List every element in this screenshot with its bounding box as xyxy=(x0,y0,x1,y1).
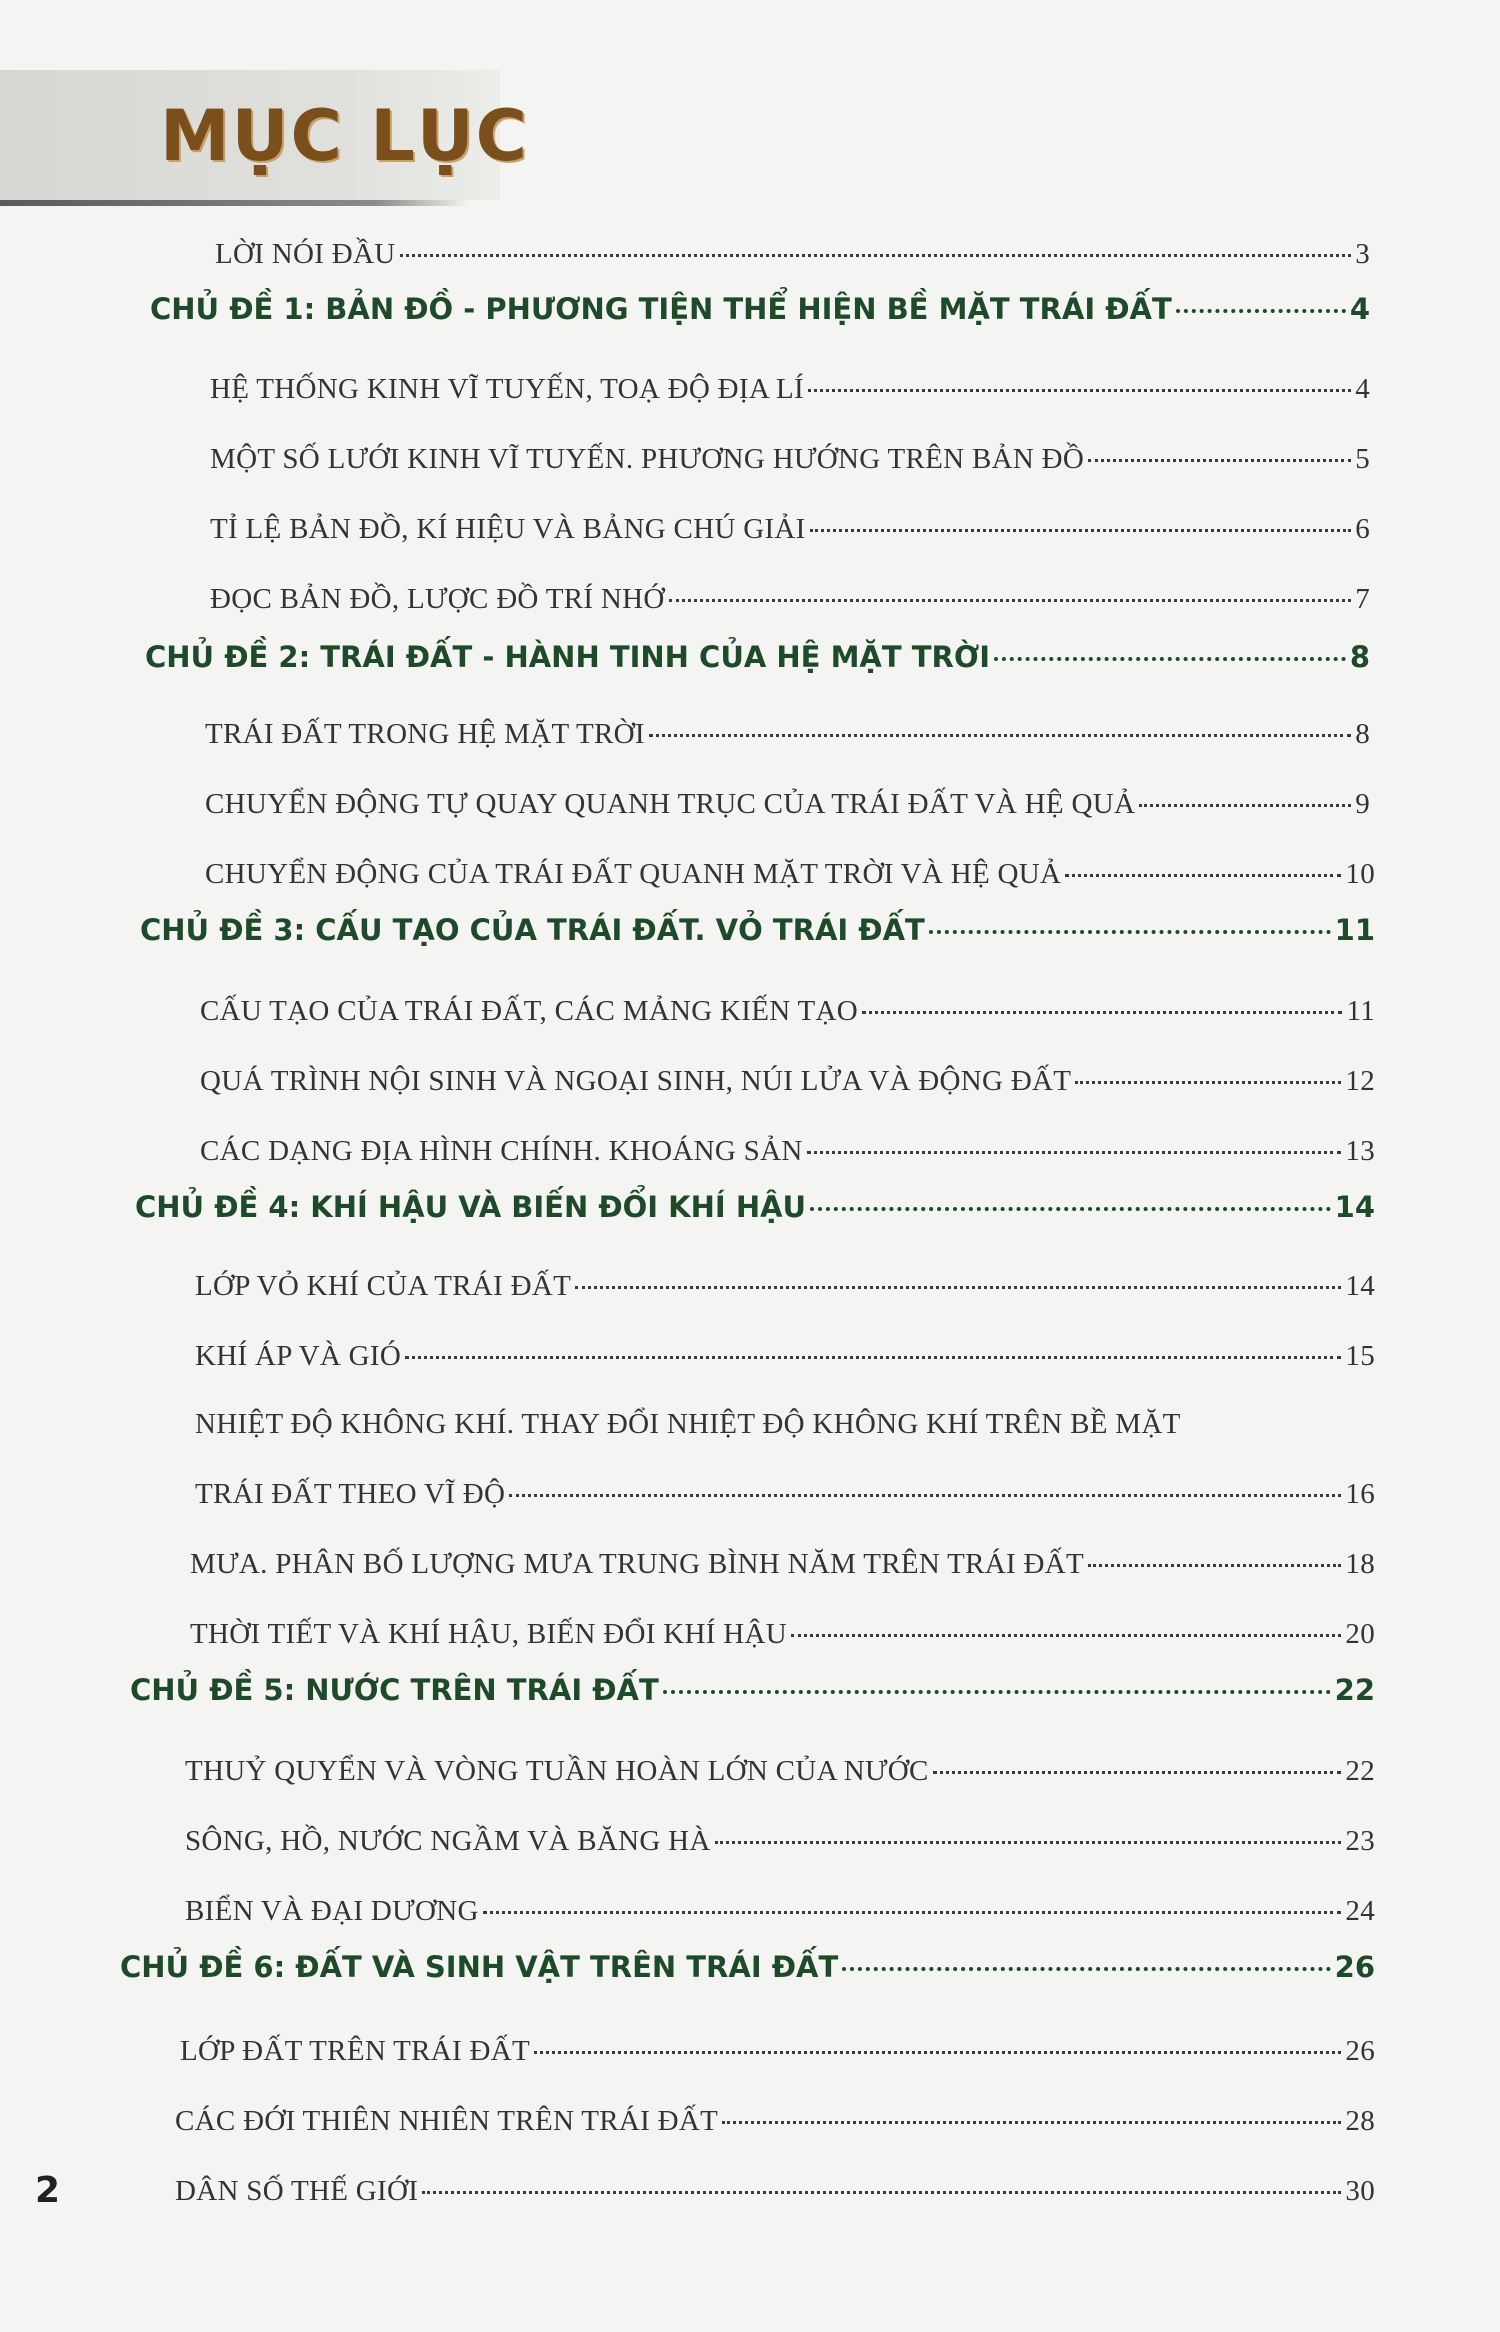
dot-leader xyxy=(862,1011,1342,1014)
dot-leader xyxy=(1065,874,1341,877)
toc-page-number: 11 xyxy=(1334,913,1375,947)
toc-item-title: THỜI TIẾT VÀ KHÍ HẬU, BIẾN ĐỔI KHÍ HẬU xyxy=(190,1618,787,1650)
toc-entry xyxy=(205,858,1375,891)
dot-leader xyxy=(669,599,1352,602)
toc-entry xyxy=(185,1895,1375,1928)
toc-item-title: THUỶ QUYỂN VÀ VÒNG TUẦN HOÀN LỚN CỦA NƯỚC xyxy=(185,1755,929,1787)
page-title: MỤC LỤC xyxy=(160,95,530,177)
toc-entry xyxy=(210,583,1370,616)
toc-page-number: 10 xyxy=(1345,858,1375,890)
toc-page-number: 8 xyxy=(1355,718,1370,750)
toc-item-title: LỚP VỎ KHÍ CỦA TRÁI ĐẤT xyxy=(195,1270,572,1302)
toc-page-number: 26 xyxy=(1345,2035,1375,2067)
toc-entry xyxy=(210,373,1370,406)
toc-page-number: 22 xyxy=(1334,1673,1375,1707)
dot-leader xyxy=(810,529,1352,532)
dot-leader xyxy=(1088,459,1351,462)
dot-leader xyxy=(722,2121,1341,2124)
toc-item-title: CHỦ ĐỀ 3: CẤU TẠO CỦA TRÁI ĐẤT. VỎ TRÁI ĐẤT xyxy=(140,913,925,947)
toc-item-title: CHỦ ĐỀ 1: BẢN ĐỒ - PHƯƠNG TIỆN THỂ HIỆN BỀ MẶT TRÁI ĐẤT xyxy=(150,292,1172,326)
toc-page-number: 14 xyxy=(1334,1190,1375,1224)
toc-item-title: QUÁ TRÌNH NỘI SINH VÀ NGOẠI SINH, NÚI LỬA VÀ ĐỘNG ĐẤT xyxy=(200,1065,1072,1097)
toc-item-title: CHUYỂN ĐỘNG CỦA TRÁI ĐẤT QUANH MẶT TRỜI VÀ HỆ QUẢ xyxy=(205,858,1062,890)
dot-leader xyxy=(400,254,1352,257)
toc-entry xyxy=(205,718,1370,751)
toc-item-title: ĐỌC BẢN ĐỒ, LƯỢC ĐỒ TRÍ NHỚ xyxy=(210,583,665,615)
toc-page-number: 30 xyxy=(1345,2175,1375,2207)
toc-entry xyxy=(210,513,1370,546)
toc-page-number: 9 xyxy=(1355,788,1370,820)
toc-entry xyxy=(185,1825,1375,1858)
toc-page-number: 3 xyxy=(1355,238,1370,270)
toc-entry xyxy=(190,1548,1375,1581)
dot-leader xyxy=(1176,309,1346,313)
dot-leader xyxy=(1075,1081,1341,1084)
toc-page-number: 6 xyxy=(1355,513,1370,545)
dot-leader xyxy=(649,734,1351,737)
toc-entry xyxy=(210,443,1370,476)
toc-page-number: 4 xyxy=(1355,373,1370,405)
toc-entry xyxy=(200,1065,1375,1098)
toc-page-number: 7 xyxy=(1355,583,1370,615)
toc-entry xyxy=(185,1755,1375,1788)
toc-chapter xyxy=(145,640,1370,674)
toc-page-number: 28 xyxy=(1345,2105,1375,2137)
toc-item-title: CÁC ĐỚI THIÊN NHIÊN TRÊN TRÁI ĐẤT xyxy=(175,2105,719,2137)
toc-entry xyxy=(205,788,1370,821)
toc-chapter xyxy=(120,1950,1375,1984)
dot-leader xyxy=(807,1151,1342,1154)
toc-item-title: CÁC DẠNG ĐỊA HÌNH CHÍNH. KHOÁNG SẢN xyxy=(200,1135,803,1167)
toc-item-title: TRÁI ĐẤT THEO VĨ ĐỘ xyxy=(195,1478,506,1510)
toc-item-title: TRÁI ĐẤT TRONG HỆ MẶT TRỜI xyxy=(205,718,645,750)
dot-leader xyxy=(842,1967,1330,1971)
toc-entry xyxy=(195,1478,1375,1511)
toc-page-number: 16 xyxy=(1345,1478,1375,1510)
dot-leader xyxy=(715,1841,1342,1844)
toc-item-title: MỘT SỐ LƯỚI KINH VĨ TUYẾN. PHƯƠNG HƯỚNG TRÊN BẢN ĐỒ xyxy=(210,443,1085,475)
toc-entry xyxy=(195,1270,1375,1303)
dot-leader xyxy=(929,930,1331,934)
toc-item-title: HỆ THỐNG KINH VĨ TUYẾN, TOẠ ĐỘ ĐỊA LÍ xyxy=(210,373,805,405)
toc-page-number: 11 xyxy=(1346,995,1375,1027)
toc-item-title: NHIỆT ĐỘ KHÔNG KHÍ. THAY ĐỔI NHIỆT ĐỘ KHÔNG KHÍ TRÊN BỀ MẶT xyxy=(195,1408,1181,1440)
toc-page-number: 15 xyxy=(1345,1340,1375,1372)
toc-entry xyxy=(200,1135,1375,1168)
dot-leader xyxy=(791,1634,1341,1637)
toc-item-title: CHỦ ĐỀ 2: TRÁI ĐẤT - HÀNH TINH CỦA HỆ MẶT TRỜI xyxy=(145,640,990,674)
dot-leader xyxy=(483,1911,1342,1914)
toc-page-number: 4 xyxy=(1349,292,1370,326)
toc-chapter xyxy=(135,1190,1375,1224)
toc-entry xyxy=(200,995,1375,1028)
dot-leader xyxy=(509,1494,1341,1497)
toc-page-number: 14 xyxy=(1345,1270,1375,1302)
toc-page-number: 5 xyxy=(1355,443,1370,475)
dot-leader xyxy=(405,1356,1341,1359)
toc-item-title: LỜI NÓI ĐẦU xyxy=(215,238,396,270)
dot-leader xyxy=(575,1286,1341,1289)
dot-leader xyxy=(422,2191,1341,2194)
toc-item-title: CHỦ ĐỀ 5: NƯỚC TRÊN TRÁI ĐẤT xyxy=(130,1673,659,1707)
dot-leader xyxy=(663,1690,1331,1694)
dot-leader xyxy=(994,657,1346,661)
toc-entry xyxy=(195,1408,1375,1441)
toc-item-title: KHÍ ÁP VÀ GIÓ xyxy=(195,1340,402,1372)
toc-item-title: CẤU TẠO CỦA TRÁI ĐẤT, CÁC MẢNG KIẾN TẠO xyxy=(200,995,859,1027)
toc-item-title: CHỦ ĐỀ 6: ĐẤT VÀ SINH VẬT TRÊN TRÁI ĐẤT xyxy=(120,1950,839,1984)
toc-item-title: LỚP ĐẤT TRÊN TRÁI ĐẤT xyxy=(180,2035,531,2067)
toc-entry xyxy=(195,1340,1375,1373)
toc-entry xyxy=(215,238,1370,271)
toc-chapter xyxy=(150,292,1370,326)
dot-leader xyxy=(1139,804,1351,807)
toc-page-number: 8 xyxy=(1349,640,1370,674)
toc-item-title: CHUYỂN ĐỘNG TỰ QUAY QUANH TRỤC CỦA TRÁI ĐẤT VÀ HỆ QUẢ xyxy=(205,788,1136,820)
toc-entry xyxy=(175,2105,1375,2138)
dot-leader xyxy=(1088,1564,1341,1567)
toc-entry xyxy=(180,2035,1375,2068)
toc-chapter xyxy=(130,1673,1375,1707)
toc-page-number: 18 xyxy=(1345,1548,1375,1580)
toc-page-number: 23 xyxy=(1345,1825,1375,1857)
dot-leader xyxy=(808,389,1351,392)
page-number: 2 xyxy=(35,2170,61,2211)
toc-item-title: CHỦ ĐỀ 4: KHÍ HẬU VÀ BIẾN ĐỔI KHÍ HẬU xyxy=(135,1190,807,1224)
toc-item-title: TỈ LỆ BẢN ĐỒ, KÍ HIỆU VÀ BẢNG CHÚ GIẢI xyxy=(210,513,806,545)
dot-leader xyxy=(810,1207,1331,1211)
toc-page-number: 13 xyxy=(1345,1135,1375,1167)
dot-leader xyxy=(933,1771,1342,1774)
header-rule xyxy=(0,200,470,206)
toc-page-number: 12 xyxy=(1345,1065,1375,1097)
toc-entry xyxy=(175,2175,1375,2208)
toc-item-title: SÔNG, HỒ, NƯỚC NGẦM VÀ BĂNG HÀ xyxy=(185,1825,711,1857)
toc-item-title: MƯA. PHÂN BỐ LƯỢNG MƯA TRUNG BÌNH NĂM TRÊN TRÁI ĐẤT xyxy=(190,1548,1085,1580)
toc-page-number: 22 xyxy=(1345,1755,1375,1787)
dot-leader xyxy=(534,2051,1341,2054)
toc-chapter xyxy=(140,913,1375,947)
toc-item-title: BIỂN VÀ ĐẠI DƯƠNG xyxy=(185,1895,479,1927)
toc-item-title: DÂN SỐ THẾ GIỚI xyxy=(175,2175,419,2207)
toc-page-number: 20 xyxy=(1345,1618,1375,1650)
toc-page-number: 24 xyxy=(1345,1895,1375,1927)
toc-page-number: 26 xyxy=(1334,1950,1375,1984)
toc-entry xyxy=(190,1618,1375,1651)
